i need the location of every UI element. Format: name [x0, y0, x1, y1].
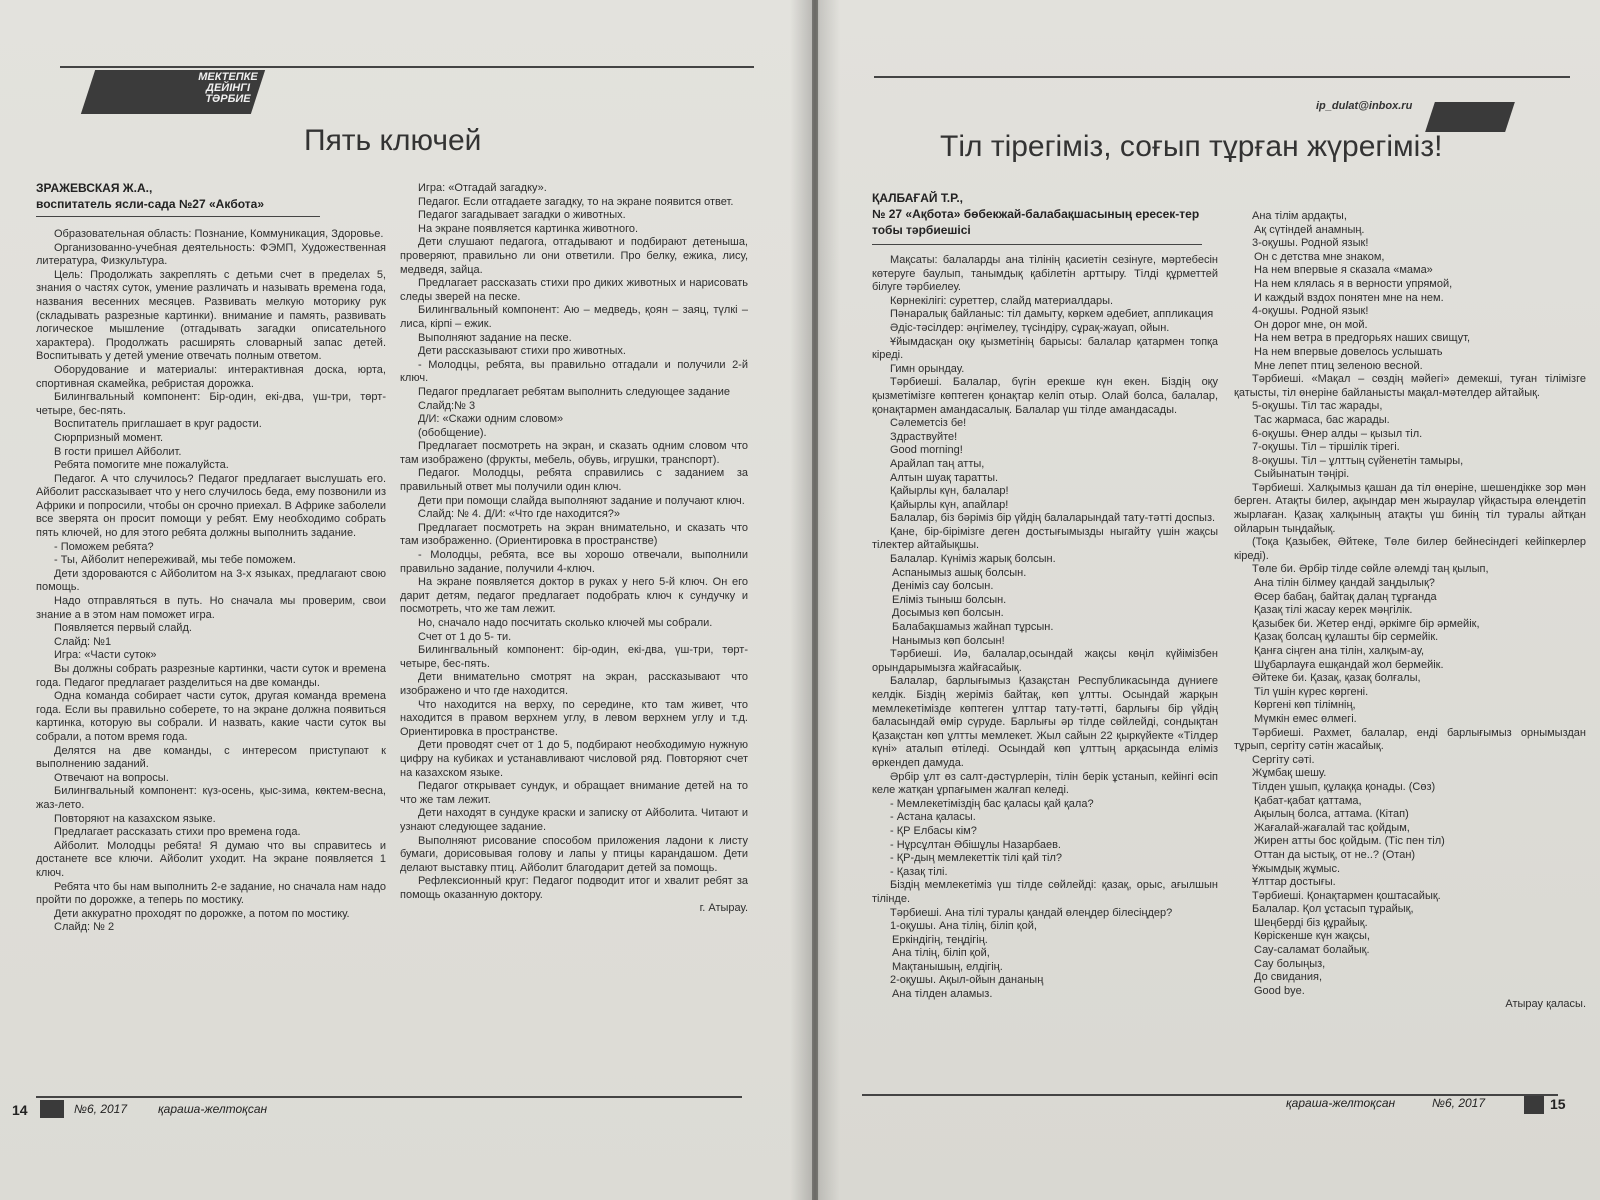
- paragraph: 7-оқушы. Тіл – тіршілік тірегі.: [1252, 441, 1400, 454]
- paragraph: Еліміз тыныш болсын.: [892, 593, 1007, 606]
- paragraph: Дети внимательно смотрят на экран, рассказывают что изображено и что где находится.: [400, 671, 748, 697]
- byline-rule: [36, 216, 320, 217]
- paragraph: Билингвальный компонент: бір-один, екі-два, үш-три, төрт-четыре, бес-пять.: [400, 644, 748, 670]
- paragraph: Өсер бабаң, байтақ далаң тұрғанда: [1254, 590, 1437, 603]
- paragraph: Тәрбиеші. Рахмет, балалар, енді барлығымыз орнымыздан тұрып, сергіту сәтін жасайық.: [1234, 726, 1586, 753]
- paragraph: Атырау қаласы.: [1505, 998, 1586, 1011]
- paragraph: Делятся на две команды, с интересом приступают к выполнению заданий.: [36, 744, 386, 771]
- paragraph: Тәрбиеші. Балалар, бүгін ерекше күн екен. Біздің оқу қызметімізге көптеген қонақтар келіп отыр. Олай болса, балалар, қонақтармен амандасалық. Балалар үш тілде амандасады.: [872, 376, 1218, 416]
- paragraph: Повторяют на казахском языке.: [54, 812, 216, 825]
- paragraph: На нем клялась я в верности упрямой,: [1254, 277, 1453, 290]
- paragraph: Сау-саламат болайық.: [1254, 944, 1370, 957]
- paragraph: Здраствуйте!: [890, 430, 958, 443]
- paragraph: Әрбір ұлт өз салт-дәстүрлерін, тілін берік ұстанып, кейінгі өсіп келе жатқан ұрпағымен жалғап келеді.: [872, 770, 1218, 797]
- paragraph: В гости пришел Айболит.: [54, 445, 182, 458]
- paragraph: Слайд:№ 3: [418, 399, 476, 412]
- paragraph: - Ты, Айболит непереживай, мы тебе поможем.: [54, 554, 296, 567]
- paragraph: Ребята что бы нам выполнить 2-е задание, но сначала нам надо пройти по дорожке, а теперь по мостику.: [36, 880, 386, 907]
- paragraph: Дети находят в сундуке краски и записку от Айболита. Читают и узнают следующее задание.: [400, 807, 748, 833]
- right-column-2: [1234, 210, 1586, 1012]
- paragraph: Дети здороваются с Айболитом на 3-х языках, предлагают свою помощь.: [36, 567, 386, 594]
- paragraph: На нем впервые довелось услышать: [1254, 345, 1443, 358]
- paragraph: Қане, бір-бірімізге деген достығымызды ныгайту үшін жақсы тілектер айтайықшы.: [872, 525, 1218, 552]
- paragraph: Айболит. Молодцы ребята! Я думаю что вы справитесь и достанете все ключи. Айболит уходит. На экране появляется 1 ключ.: [36, 839, 386, 879]
- paragraph: Қанға сіңген ана тілін, халқым-ау,: [1254, 645, 1425, 657]
- paragraph: Қабат-қабат қаттама,: [1254, 794, 1362, 807]
- paragraph: Көрнекілігі: суреттер, слайд материалдары.: [890, 294, 1114, 307]
- paragraph: (Тоқа Қазыбек, Әйтеке, Төле билер бейнесіндегі кейіпкерлер кіреді).: [1234, 536, 1586, 562]
- paragraph: До свидания,: [1254, 971, 1323, 984]
- paragraph: Әдіс-тәсілдер: әңгімелеу, түсіндіру, сұрақ-жауап, ойын.: [890, 321, 1170, 334]
- paragraph: Педагог. Молодцы, ребята справились с заданием за правильный ответ мы получили один ключ.: [400, 467, 748, 494]
- paragraph: На нем ветра в предгорьях наших свищут,: [1254, 332, 1471, 345]
- paragraph: На нем впервые я сказала «мама»: [1254, 264, 1433, 277]
- paragraph: Қазыбек би. Жетер енді, әркімге бір әрмейік,: [1252, 617, 1480, 630]
- paragraph: Good bye.: [1254, 984, 1305, 997]
- paragraph: Ана тілің, біліп қой,: [892, 947, 990, 960]
- paragraph: Оборудование и материалы: интерактивная доска, юрта, спортивная скамейка, ребристая дорожка.: [36, 363, 386, 390]
- page-number: 14: [12, 1102, 28, 1118]
- paragraph: - Поможем ребята?: [54, 540, 154, 553]
- paragraph: Билингвальный компонент: күз-осень, қыс-зима, көктем-весна, жаз-лето.: [36, 785, 386, 811]
- paragraph: Сергіту сәті.: [1252, 753, 1315, 766]
- author-byline: [872, 190, 1212, 238]
- paragraph: На экране появляется картинка животного.: [418, 222, 639, 235]
- paragraph: Жирен атты бос қойдым. (Тіс пен тіл): [1254, 835, 1445, 848]
- paragraph: Жағалай-жағалай тас қойдым,: [1254, 821, 1410, 834]
- paragraph: Ұжымдық жұмыс.: [1252, 862, 1341, 875]
- paragraph: Балалар. Қол ұстасып тұрайық,: [1252, 903, 1414, 916]
- paragraph: Шеңберді біз құрайық.: [1254, 916, 1368, 929]
- byline-rule: [872, 244, 1202, 245]
- paragraph: Төле би. Әрбір тілде сөйле әлемді таң қылып,: [1252, 563, 1489, 576]
- paragraph: Тәрбиеші. Ана тілі туралы қандай өлеңдер білесіңдер?: [890, 906, 1173, 919]
- paragraph: 2-оқушы. Ақыл-ойын дананың: [890, 974, 1044, 987]
- paragraph: Цель: Продолжать закреплять с детьми счет в пределах 5, знания о частях суток, умение различать и называть времена года, названия весенних месяцев. Развивать мелкую моторику рук (складывать разрезные картинки). внимание и память, развивать логическое мышление (отгадывать загадки описательного характера). Продолжать расширять словарный запас детей. Воспитывать у детей умение отвечать полным ответом.: [36, 268, 386, 363]
- paragraph: Аспанымыз ашық болсын.: [892, 566, 1027, 579]
- right-column-1: [872, 254, 1218, 1002]
- paragraph: Қайырлы күн, апайлар!: [890, 498, 1009, 511]
- article-title: Пять ключей: [304, 124, 482, 157]
- paragraph: Выполняют задание на песке.: [418, 331, 572, 344]
- paragraph: Что находится на верху, по середине, кто там живет, что находится в правом верхнем углу, в левом верхнем углу и т.д. Ориентировка в пространстве.: [400, 698, 748, 738]
- paragraph: Но, сначало надо посчитать сколько ключей мы собрали.: [418, 617, 713, 629]
- right-page: [818, 0, 1600, 1200]
- paragraph: Тәрбиеші. Иә, балалар,осындай жақсы көңіл күйімізбен орындарымызға жайғасайық.: [872, 648, 1218, 674]
- paragraph: Ақылың болса, аттама. (Кітап): [1254, 808, 1409, 821]
- header-bar: [1425, 102, 1515, 132]
- footer-bar: [1524, 1096, 1544, 1114]
- paragraph: Дети аккуратно проходят по дорожке, а потом по мостику.: [54, 907, 350, 920]
- paragraph: Организованно-учебная деятельность: ФЭМП, Художественная литература, Физкультура.: [36, 241, 386, 268]
- issue-months: қараша-желтоқсан: [1286, 1096, 1396, 1110]
- paragraph: 5-оқушы. Тіл тас жарады,: [1252, 400, 1383, 413]
- paragraph: Сау болыңыз,: [1254, 957, 1326, 970]
- paragraph: г. Атырау.: [699, 902, 748, 915]
- paragraph: - Молодцы, ребята, все вы хорошо отвечали, выполнили правильно задание, получили 4-ключ.: [400, 549, 748, 575]
- paragraph: Выполняют рисование способом приложения ладони к листу бумаги, дорисовывая голову и лапы у птицы карандашом. Дети делают выставку птиц. Айболит благодарит детей за помощь.: [400, 834, 748, 874]
- paragraph: - Қазақ тілі.: [890, 865, 948, 878]
- paragraph: Ана тілін білмеу қандай заңдылық?: [1254, 577, 1435, 590]
- paragraph: Қазақ болсаң құлашты бір сермейік.: [1254, 631, 1439, 644]
- paragraph: Әйтеке би. Қазақ, қазақ болғалы,: [1252, 672, 1421, 685]
- paragraph: Жұмбақ шешу.: [1252, 767, 1327, 780]
- paragraph: Мақсаты: балаларды ана тілінің қасиетін сезінуге, мәртебесін көтеруге баулып, танымдық қабілетін арттыру. Тілді құрметтей білуге тәрбиелеу.: [872, 254, 1218, 294]
- paragraph: Появляется первый слайд.: [54, 622, 192, 635]
- paragraph: - Молодцы, ребята, вы правильно отгадали и получили 2-й ключ.: [400, 358, 748, 385]
- paragraph: Балалар, біз бәріміз бір үйдің балаларындай тату-тәтті доспыз.: [890, 512, 1216, 525]
- paragraph: На экране появляется доктор в руках у него 5-й ключ. Он его дарит детям, педагог предлагает подобрать ключ к сундучку и посмотреть, что же там лежит.: [400, 576, 748, 616]
- paragraph: 3-оқушы. Родной язык!: [1252, 237, 1369, 250]
- paragraph: Ана тілім ардақты,: [1252, 210, 1347, 222]
- paragraph: Он дорог мне, он мой.: [1254, 318, 1368, 331]
- paragraph: Нанымыз көп болсын!: [892, 634, 1005, 647]
- paragraph: Көргені көп тілімнің,: [1254, 699, 1356, 712]
- paragraph: Игра: «Отгадай загадку».: [418, 182, 547, 194]
- footer-bar: [40, 1100, 64, 1118]
- paragraph: Предлагает рассказать стихи про диких животных и нарисовать следы зверей на песке.: [400, 277, 748, 303]
- paragraph: Мүмкін емес өлмегі.: [1254, 712, 1357, 725]
- paragraph: - Нұрсұлтан Әбішұлы Назарбаев.: [890, 838, 1061, 851]
- page-number: 15: [1550, 1096, 1566, 1112]
- paragraph: Еркіндігің, теңдігің.: [892, 933, 988, 946]
- author-name: ЗРАЖЕВСКАЯ Ж.А.,: [36, 181, 153, 195]
- paragraph: Мақтанышың, елдігің.: [892, 960, 1003, 973]
- paragraph: Арайлап таң атты,: [890, 457, 985, 470]
- paragraph: Көріскенше күн жақсы,: [1254, 930, 1370, 943]
- paragraph: Предлагает посмотреть на экран внимательно, и сказать что там изображенно. (Ориентировка в пространстве): [400, 521, 748, 548]
- paragraph: Тіл үшін күрес көргені.: [1254, 685, 1369, 698]
- paragraph: Ұйымдасқан оқу қызметінің барысы: балалар қатармен топқа кіреді.: [872, 335, 1218, 362]
- paragraph: Тілден ұшып, құлаққа қонады. (Сөз): [1252, 780, 1436, 793]
- paragraph: Слайд: № 4. Д/И: «Что где находится?»: [418, 508, 621, 521]
- paragraph: Мне лепет птиц зеленою весной.: [1254, 359, 1423, 372]
- footer-rule: [36, 1096, 742, 1098]
- paragraph: Досымыз көп болсын.: [892, 607, 1004, 620]
- paragraph: Деніміз сау болсын.: [892, 580, 994, 593]
- paragraph: Он с детства мне знаком,: [1254, 250, 1385, 263]
- paragraph: Дети при помощи слайда выполняют задание и получают ключ.: [418, 494, 745, 507]
- paragraph: Тәрбиеші. Халқымыз қашан да тіл өнеріне, шешендікке зор мән берген. Атақты билер, ақындар мен жыраулар үйқастыра өлеңдетіп жырлаған. Қазақ халқының атақты үш бинің тіл туралы айтқан ойларын тыңдайық.: [1234, 481, 1586, 535]
- paragraph: Д/И: «Скажи одним словом»: [418, 413, 564, 426]
- paragraph: Балалар. Күніміз жарық болсын.: [890, 553, 1056, 566]
- paragraph: Педагог открывает сундук, и обращает внимание детей на то что же там лежит.: [400, 780, 748, 806]
- paragraph: Ребята помогите мне пожалуйста.: [54, 459, 229, 472]
- paragraph: Слайд: №1: [54, 635, 112, 648]
- paragraph: Предлагает рассказать стихи про времена года.: [54, 826, 301, 839]
- paragraph: Педагог предлагает ребятам выполнить следующее задание: [418, 385, 730, 398]
- magazine-logo-text: МЕКТЕПКЕ ДЕЙІНГІ ТӘРБИЕ: [198, 71, 258, 105]
- paragraph: Сыйынатын тәңірі.: [1254, 468, 1350, 481]
- paragraph: - Астана қаласы.: [890, 811, 976, 824]
- paragraph: Қазақ тілі жасау керек мәңгілік.: [1254, 604, 1413, 617]
- paragraph: Балалар, барлығымыз Қазақстан Республикасында дүниеге келдік. Біздің жеріміз байтақ, көп ұлтты. Осындай жарқын мемлекетімізде көптеген ұлттар тату-тәтті, барлығы бір үйдің баласындай өмір сүруде. Барлығы әр тілде сөйлейді, сондықтан Қазақстан көп ұлтты мемлекет. Жыл сайын 22 қыркүйекте «Тілдер күні» аталып өтіледі. Осындай көп ұлттың арқасында еліміз өркендеп дамуда.: [872, 675, 1218, 769]
- paragraph: Оттан да ыстық, от не..? (Отан): [1254, 848, 1416, 861]
- paragraph: И каждый вздох понятен мне на нем.: [1254, 291, 1444, 304]
- paragraph: Предлагает посмотреть на экран, и сказать одним словом что там изображено (фрукты, мебель, обувь, игрушки, транспорт).: [400, 440, 748, 466]
- paragraph: Тәрбиеші. Қонақтармен қоштасайық.: [1252, 889, 1441, 902]
- author-role: воспитатель ясли-сада №27 «Акбота»: [36, 197, 264, 211]
- paragraph: Тас жармаса, бас жарады.: [1254, 413, 1390, 426]
- issue-number: №6, 2017: [1432, 1096, 1486, 1110]
- paragraph: Игра: «Части суток»: [54, 649, 157, 662]
- paragraph: Дети проводят счет от 1 до 5, подбирают необходимую нужную цифру на кубиках и устанавливают числовой ряд. Повторяют счет на казахском языке.: [400, 739, 748, 779]
- paragraph: Біздің мемлекетіміз үш тілде сөйлейді: қазақ, орыс, ағылшын тілінде.: [872, 879, 1218, 905]
- article-title: Тіл тірегіміз, соғып тұрған жүрегіміз!: [940, 130, 1443, 163]
- paragraph: Сюрпризный момент.: [54, 431, 164, 444]
- paragraph: Шұбарлауға ешқандай жол бермейік.: [1254, 658, 1444, 671]
- paragraph: Слайд: № 2: [54, 921, 115, 934]
- paragraph: Балабақшамыз жайнап тұрсын.: [892, 621, 1054, 634]
- paragraph: Счет от 1 до 5- ти.: [418, 630, 512, 643]
- paragraph: Педагог. Если отгадаете загадку, то на экране появится ответ.: [418, 195, 734, 208]
- paragraph: - ҚР Елбасы кім?: [890, 824, 977, 837]
- issue-months: қараша-желтоқсан: [158, 1102, 268, 1116]
- paragraph: - Мемлекетіміздің бас қаласы қай қала?: [890, 797, 1094, 810]
- header-rule: [874, 76, 1570, 78]
- paragraph: Одна команда собирает части суток, другая команда времена года. Если вы правильно соберете, то на экране должна появиться картинка, которую вы собрали. И назвать, какие части суток вы собрали, а потом время года.: [36, 690, 386, 743]
- paragraph: Сәлеметсіз бе!: [890, 417, 967, 430]
- paragraph: Отвечают на вопросы.: [54, 771, 169, 784]
- paragraph: Рефлексионный круг: Педагог подводит итог и хвалит ребят за помощь оказанную доктору.: [400, 875, 748, 901]
- paragraph: 8-оқушы. Тіл – ұлттың сүйенетін тамыры,: [1252, 454, 1464, 467]
- paragraph: Тәрбиеші. «Мақал – сөздің мәйегі» демекші, туған тілімізге қатысты, тіл өнеріне байланысты мақал-мәтелдер айтайық.: [1234, 373, 1586, 399]
- author-name: ҚАЛБАҒАЙ Т.Р.,: [872, 191, 964, 205]
- paragraph: 1-оқушы. Ана тілің, біліп қой,: [890, 920, 1037, 933]
- paragraph: Пәнаралық байланыс: тіл дамыту, көркем әдебиет, аппликация: [890, 308, 1214, 321]
- contact-email: ip_dulat@inbox.ru: [1316, 100, 1413, 112]
- paragraph: Қайырлы күн, балалар!: [890, 485, 1009, 498]
- paragraph: Алтын шуақ таратты.: [890, 471, 999, 484]
- paragraph: Билингвальный компонент: Аю – медведь, қоян – заяц, түлкі – лиса, кірпі – ежик.: [400, 304, 748, 330]
- paragraph: Педагог загадывает загадки о животных.: [418, 209, 626, 222]
- paragraph: Ақ сүтіндей анамның.: [1254, 223, 1365, 236]
- author-byline: [36, 180, 336, 212]
- issue-number: №6, 2017: [74, 1102, 128, 1116]
- paragraph: Образовательная область: Познание, Коммуникация, Здоровье.: [54, 228, 384, 240]
- paragraph: Вы должны собрать разрезные картинки, части суток и времена года. Педагог предлагает разделиться на две команды.: [36, 663, 386, 689]
- paragraph: 6-оқушы. Өнер алды – қызыл тіл.: [1252, 427, 1423, 440]
- paragraph: Билингвальный компонент: Бір-один, екі-два, үш-три, төрт-четыре, бес-пять.: [36, 391, 386, 417]
- paragraph: Good morning!: [890, 444, 963, 457]
- header-rule: [60, 66, 754, 68]
- paragraph: Гимн орындау.: [890, 362, 965, 375]
- paragraph: Ана тілден аламыз.: [892, 988, 993, 1001]
- paragraph: - ҚР-дың мемлекеттік тілі қай тіл?: [890, 852, 1062, 865]
- paragraph: 4-оқушы. Родной язык!: [1252, 305, 1369, 318]
- left-column-1: [36, 228, 386, 935]
- paragraph: Дети слушают педагога, отгадывают и подбирают детеныша, проверяют, правильно ли они ответили. Про белку, ежика, лису, медведя, зайца.: [400, 236, 748, 276]
- paragraph: Дети рассказывают стихи про животных.: [418, 345, 626, 358]
- paragraph: (обобщение).: [418, 426, 487, 439]
- paragraph: Надо отправляться в путь. Но сначала мы проверим, свои знание а в этом нам поможет игра.: [36, 595, 386, 621]
- paragraph: Педагог. А что случилось? Педагог предлагает выслушать его. Айболит рассказывает что у него случилось беда, ему позвонили из Африки и попросили, чтобы он срочно приехал. В Африке заболели все зверята он просит помощи у ребят. Ему необходимо собрать пять ключей, но для этого ребята должны выполнить задание.: [36, 472, 386, 540]
- paragraph: Воспитатель приглашает в круг радости.: [54, 418, 262, 431]
- author-role: № 27 «Ақбота» бөбекжай-балабақшасының ересек-тер тобы тәрбиешісі: [872, 207, 1200, 237]
- paragraph: Ұлттар достығы.: [1252, 876, 1336, 889]
- left-column-2: [400, 182, 748, 916]
